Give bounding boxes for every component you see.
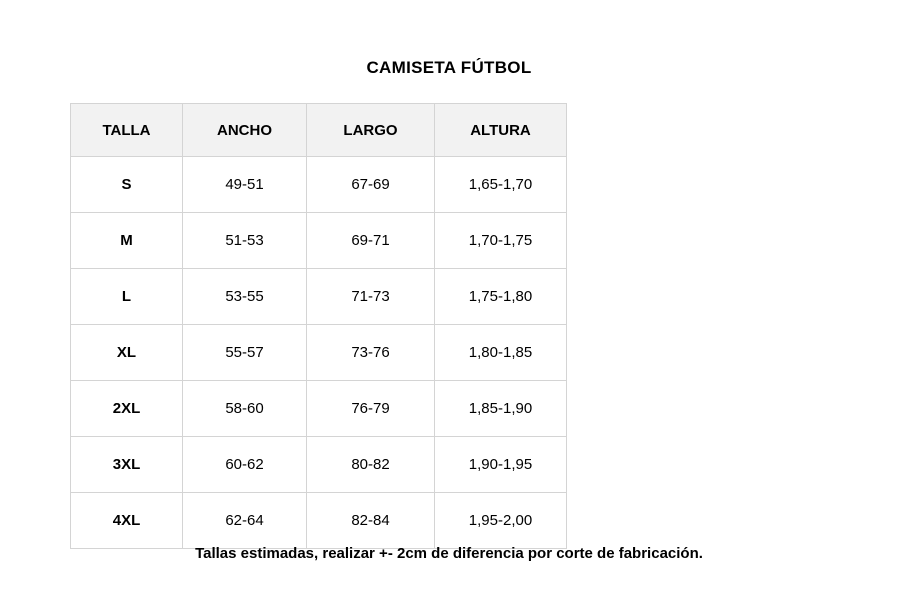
cell-largo: 67-69 [307, 157, 435, 213]
cell-talla: 3XL [71, 437, 183, 493]
footnote-text: Tallas estimadas, realizar +- 2cm de diferencia por corte de fabricación. [195, 545, 703, 562]
cell-altura: 1,90-1,95 [435, 437, 567, 493]
cell-ancho: 49-51 [183, 157, 307, 213]
table-row [71, 437, 567, 493]
page-title: CAMISETA FÚTBOL [366, 58, 532, 77]
cell-altura: 1,70-1,75 [435, 213, 567, 269]
table-row [71, 381, 567, 437]
cell-talla: 4XL [71, 493, 183, 549]
table-header-row [71, 104, 567, 157]
cell-ancho: 60-62 [183, 437, 307, 493]
table-row [71, 213, 567, 269]
cell-ancho: 53-55 [183, 269, 307, 325]
table-header [71, 104, 567, 157]
cell-altura: 1,95-2,00 [435, 493, 567, 549]
column-header-ancho: ANCHO [183, 104, 307, 157]
cell-largo: 80-82 [307, 437, 435, 493]
cell-ancho: 51-53 [183, 213, 307, 269]
table-body [71, 157, 567, 549]
cell-talla: XL [71, 325, 183, 381]
column-header-altura: ALTURA [435, 104, 567, 157]
table-row [71, 269, 567, 325]
cell-ancho: 62-64 [183, 493, 307, 549]
cell-talla: L [71, 269, 183, 325]
cell-altura: 1,75-1,80 [435, 269, 567, 325]
cell-talla: 2XL [71, 381, 183, 437]
table-row [71, 157, 567, 213]
cell-altura: 1,80-1,85 [435, 325, 567, 381]
cell-talla: M [71, 213, 183, 269]
cell-altura: 1,85-1,90 [435, 381, 567, 437]
cell-talla: S [71, 157, 183, 213]
cell-largo: 82-84 [307, 493, 435, 549]
cell-largo: 76-79 [307, 381, 435, 437]
cell-ancho: 55-57 [183, 325, 307, 381]
column-header-largo: LARGO [307, 104, 435, 157]
cell-largo: 69-71 [307, 213, 435, 269]
table-row [71, 325, 567, 381]
cell-altura: 1,65-1,70 [435, 157, 567, 213]
size-table [70, 103, 567, 549]
size-table-container [70, 103, 566, 549]
table-row [71, 493, 567, 549]
cell-largo: 71-73 [307, 269, 435, 325]
cell-largo: 73-76 [307, 325, 435, 381]
cell-ancho: 58-60 [183, 381, 307, 437]
column-header-talla: TALLA [71, 104, 183, 157]
